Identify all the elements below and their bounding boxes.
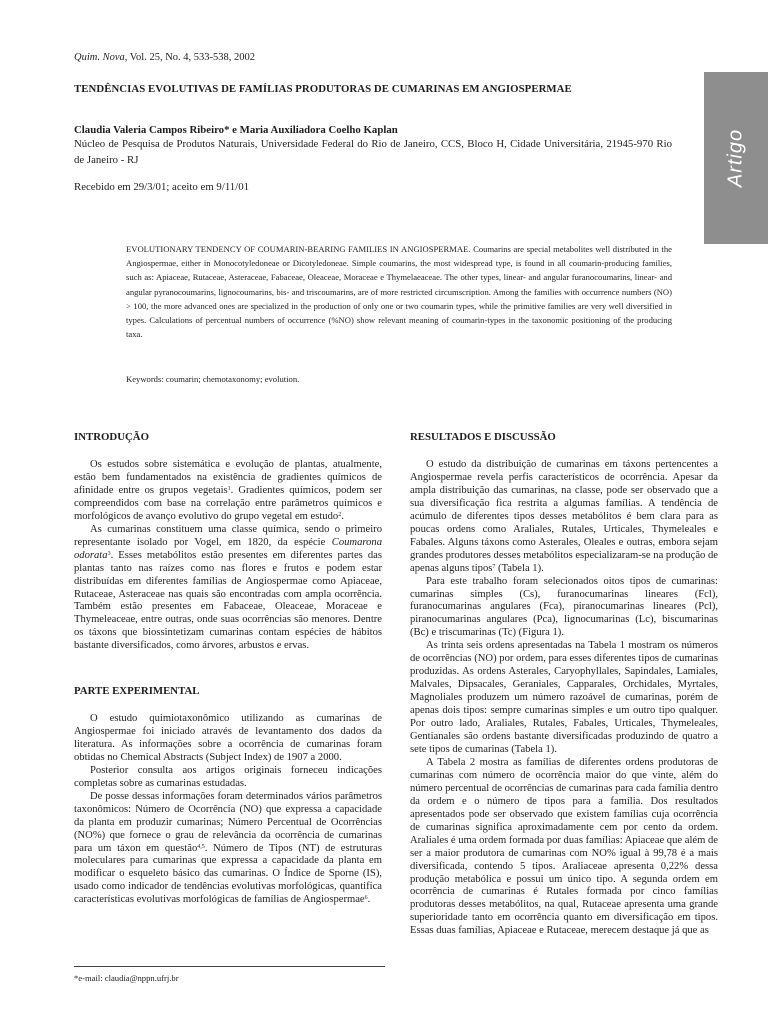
citation-ref: 1 [227, 485, 231, 492]
experimental-paragraph-2: Posterior consulta aos artigos originais forneceu indicações completas sobre as cumarinas estudadas. [74, 764, 382, 789]
text-run: (Tabela 1). [495, 562, 544, 574]
text-run: . [341, 510, 344, 522]
citation-ref: 3 [107, 550, 111, 557]
results-paragraph-3: As trinta seis ordens apresentadas na Tabela 1 mostram os números de ocorrências (NO) por ordem, para esses diferentes tipos de cumarinas produzidas. As ordens Asterales, Caryophyllales, Sapindales, Lamiales, Malvales, Dipsacales, Geraniales, Capparales, Orchidales, Myrtales, Magnoliales produzem um número razoável de cumarinas, porém de apenas dois tipos: sempre cumarinas simples e um outro tipo qualquer. Por outro lado, Araliales, Rutales, Fabales, Urticales, Thymeleales, Gentianales são ordens bastante diversificadas produzindo de quatro a sete tipos de cumarinas (Tabela 1). [410, 640, 718, 755]
citation-ref: 6 [364, 895, 368, 902]
results-paragraph-4: A Tabela 2 mostra as famílias de diferentes ordens produtoras de cumarinas com número de ocorrência maior do que vinte, além do número percentual de ocorrências de cumarinas para cada família dentro da ordem e o número de tipos para a família. Dos resultados apresentados pode ser observado que existem famílias cuja ocorrência de cumarinas significa aproximadamente cem por cento da ordem. Araliales é uma ordem formada por duas famílias: Apiaceae que além de ser a maior produtora de cumarinas com NO% igual à 99,78 é a mais diversificada, contendo 5 tipos. Araliaceae apresenta 0,22% dessa produção metabólica e possui um único tipo. A segunda ordem em ocorrência de cumarinas é Rutales formada por cinco famílias produtoras desses metabólitos, na qual, Rutaceae apresenta uma grande superioridade tanto em ocorrência quanto em diversificação em tipos. Essas duas famílias, Apiaceae e Rutaceae, merecem destaque já que as [410, 756, 718, 937]
footnote-divider [74, 966, 385, 967]
journal-citation [74, 52, 255, 63]
intro-body [74, 459, 382, 653]
text-run: Os estudos sobre sistemática e evolução de plantas, atualmente, estão bem fundamentados na existência de gradientes químicos de afinidade entre os grupos vegetais [74, 459, 382, 496]
article-type-tab [704, 72, 768, 244]
journal-volume: , Vol. 25, No. 4, 533-538, 2002 [124, 52, 256, 63]
results-paragraph-1 [410, 459, 718, 576]
results-heading [410, 431, 718, 445]
paper-title: TENDÊNCIAS EVOLUTIVAS DE FAMÍLIAS PRODUTORAS DE CUMARINAS EM ANGIOSPERMAE [74, 83, 572, 95]
text-run: . [367, 894, 371, 906]
intro-paragraph-2 [74, 524, 382, 654]
keywords: Keywords: coumarin; chemotaxonomy; evolution. [126, 374, 300, 384]
journal-name: Quim. Nova [74, 52, 125, 63]
results-body [410, 459, 718, 938]
text-run: As cumarinas constituem uma classe química, sendo o primeiro representante isolado por Vogel, em 1820, da espécie [74, 523, 382, 548]
article-type-label: Artigo [724, 128, 747, 188]
intro-paragraph-1 [74, 459, 382, 524]
affiliation: Núcleo de Pesquisa de Produtos Naturais, Universidade Federal do Rio de Janeiro, CCS, Bloco H, Cidade Universitária, 21945-970 Rio de Janeiro - RJ [74, 138, 672, 166]
abstract: EVOLUTIONARY TENDENCY OF COUMARIN-BEARING FAMILIES IN ANGIOSPERMAE. Coumarins are special metabolites well distributed in the Angiospermae, either in Monocotyledoneae or Dicotyledoneae. Simple coumarins, the most widespread type, is found in all coumarin-producing families, such as: Apiaceae, Rutaceae, Asteraceae, Fabaceae, Oleaceae, Moraceae e Thymelaeaceae. The other types, linear- and angular furanocoumarins, linear- and angular pyranocoumarins, lignocoumarins, bis- and triscoumarins, are of more restricted circumscription. Among the families with occurrence numbers (NO) > 100, the more advanced ones are specialized in the production of only one or two coumarin types, while the primitive families are very well diversified in types. Calculations of percentual numbers of occurrence (%NO) show relevant meaning of coumarin-types in the taxonomic positioning of the producing taxa. [126, 244, 672, 340]
experimental-heading [74, 685, 382, 699]
experimental-heading-text: PARTE EXPERIMENTAL [74, 685, 200, 697]
results-heading-text: RESULTADOS E DISCUSSÃO [410, 431, 556, 443]
experimental-paragraph-3 [74, 791, 382, 908]
text-run: . Número de Tipos (NT) de estruturas moleculares para cumarinas que expressa a capacidade da planta em modificar o esqueleto básico das cumarinas. O Índice de Sporne (IS), usado como indicador de tendências evolutivas morfológicas, quantifica características evolutivas morfológicas de famílias de Angiospermae [74, 842, 382, 906]
text-run: . Gradientes químicos, podem ser compreendidos com base na correlação entre parâmetros químicos e morfológicos de avanço evolutivo do grupo vegetal em estudo [74, 484, 382, 522]
results-paragraph-2: Para este trabalho foram selecionados oitos tipos de cumarinas: cumarinas simples (Cs), furanocumarinas lineares (Fcl), furanocumarinas angulares (Fca), piranocumarinas lineares (Pcl), piranocumarinas angulares (Pca), lignocumarinas (Lc), biscumarinas (Bc) e triscumarinas (Tc) (Figura 1). [410, 575, 718, 639]
experimental-body [74, 713, 382, 907]
intro-heading [74, 431, 382, 445]
species-name: Coumarona odorata [74, 536, 382, 561]
authors: Claudia Valeria Campos Ribeiro* e Maria Auxiliadora Coelho Kaplan [74, 124, 398, 136]
intro-heading-text: INTRODUÇÃO [74, 431, 149, 443]
text-run: . Esses metabólitos estão presentes em diferentes partes das plantas tanto nas raízes como nas flores e frutos e podem estar distribuídas em diferentes famílias de Angiospermae como Apiaceae, Rutaceae, Asteraceae nas quais são encontradas com ampla ocorrência. Também estão presentes em Fabaceae, Oleaceae, Moraceae e Thymeleaceae, entre outras, onde suas ocorrências são menores. Dentre os táxons que biossintetizam cumarinas contam espécies de hábitos bastante diversificados, como árvores, arbustos e ervas. [74, 549, 382, 652]
experimental-paragraph-1: O estudo quimiotaxonômico utilizando as cumarinas de Angiospermae foi iniciado através de levantamento dos dados da literatura. As informações sobre a ocorrência de cumarinas foram obtidas no Chemical Abstracts (Subject Index) de 1907 a 2000. [74, 713, 382, 763]
text-run: O estudo da distribuição de cumarinas em táxons pertencentes a Angiospermae revela perfis característicos de ocorrência. Apesar da ampla distribuição das cumarinas, na classe, pode ser observado que a sua diversificação fica restrita a algumas famílias. A tendência de acúmulo de diferentes tipos desses metabólitos é bem clara para as poucas ordens como Araliales, Rutales, Urticales, Thymeleales e Fabales. Alguns táxons como Asterales, Oleales e outras, embora sejam grandes produtores desses metabólitos especializaram-se na produção de apenas alguns tipos [410, 459, 718, 574]
received-date: Recebido em 29/3/01; aceito em 9/11/01 [74, 181, 250, 193]
text-run: De posse dessas informações foram determinados vários parâmetros taxonômicos: Número de Ocorrência (NO) que expressa a capacidade da planta em produzir cumarinas; Número Percentual de Ocorrências (NO%) que fornece o grau de relevância da ocorrência de cumarinas para um táxon em questão [74, 790, 382, 854]
citation-ref: 4,5 [197, 843, 205, 850]
citation-ref: 7 [492, 563, 496, 570]
footnote-email: *e-mail: claudia@nppn.ufrj.br [74, 973, 179, 983]
citation-ref: 2 [338, 511, 342, 518]
